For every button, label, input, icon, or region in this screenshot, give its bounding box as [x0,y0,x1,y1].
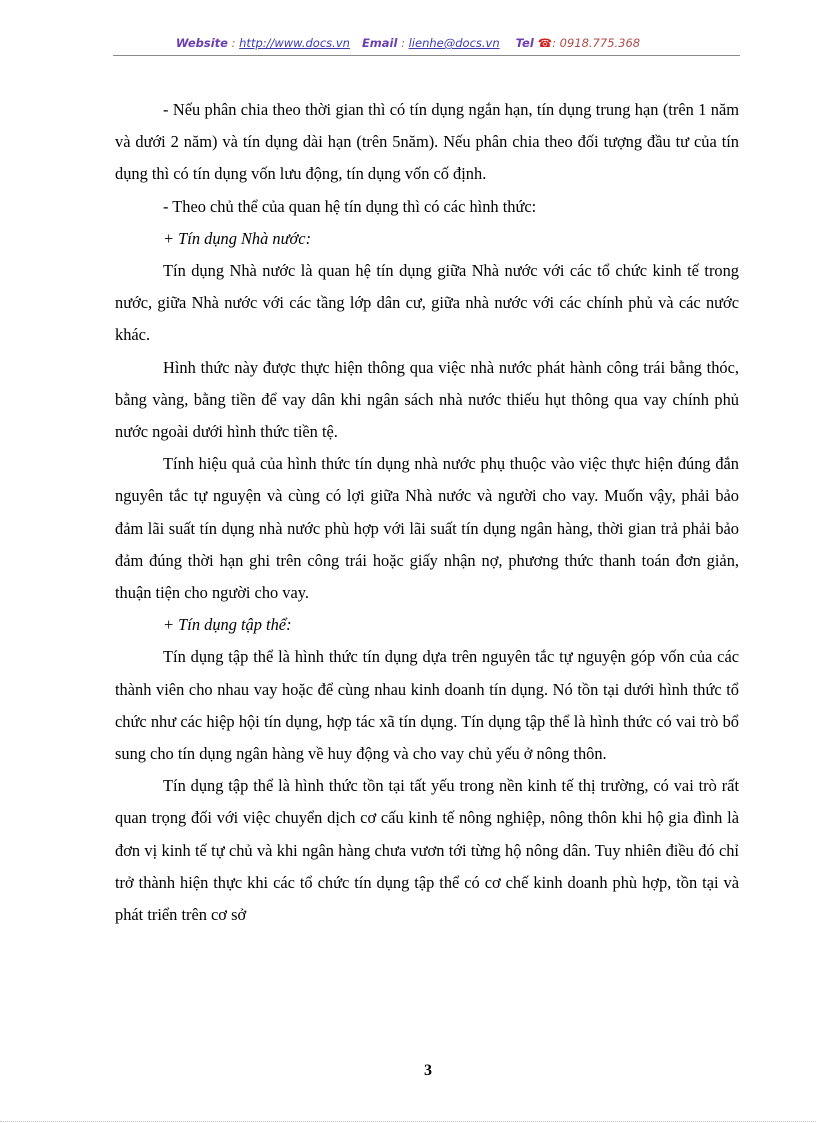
page-number: 3 [424,1062,432,1079]
subheading-state-credit: + Tín dụng Nhà nước: [163,228,312,248]
paragraph-classification-by-time: - Nếu phân chia theo thời gian thì có tín dụng ngắn hạn, tín dụng trung hạn (trên 1 năm và dưới 2 năm) và tín dụng dài hạn (trên 5năm). Nếu phân chia theo đối tượng đầu tư của tín dụng thì có tín dụng vốn lưu động, tín dụng vốn cố định. [115,100,739,184]
paragraph-collective-credit-role: Tín dụng tập thể là hình thức tồn tại tất yếu trong nền kinh tế thị trường, có vai trò rất quan trọng đối với việc chuyển dịch cơ cấu kinh tế nông nghiệp, nông thôn khi hộ gia đình là đơn vị kinh tế tự chủ và khi ngân hàng chưa vươn tới từng hộ nông dân. Tuy nhiên điều đó chỉ trở thành hiện thực khi các tổ chức tín dụng tập thể có cơ chế kinh doanh phù hợp, tồn tại và phát triển trên cơ sở [115,776,739,925]
paragraph-state-credit-efficiency: Tính hiệu quả của hình thức tín dụng nhà nước phụ thuộc vào việc thực hiện đúng đắn nguyên tắc tự nguyện và cùng có lợi giữa Nhà nước và người cho vay. Muốn vậy, phải bảo đảm lãi suất tín dụng nhà nước phù hợp với lãi suất tín dụng ngân hàng, thời gian trả phải bảo đảm đúng thời hạn ghi trên công trái hoặc giấy nhận nợ, phương thức thanh toán đơn giản, thuận tiện cho người cho vay. [115,454,739,603]
paragraph-by-subject: - Theo chủ thể của quan hệ tín dụng thì có các hình thức: [163,196,537,216]
email-separator: : [397,36,409,50]
page-bottom-border [0,1121,816,1122]
paragraph-state-credit-implementation: Hình thức này được thực hiện thông qua việc nhà nước phát hành công trái bằng thóc, bằng vàng, bằng tiền để vay dân khi ngân sách nhà nước thiếu hụt thông qua vay chính phủ nước ngoài dưới hình thức tiền tệ. [115,357,739,442]
email-label: Email [361,36,398,50]
header-divider [113,55,740,56]
phone-icon: ☎ [537,36,553,50]
website-separator: : [227,36,240,50]
website-label: Website [175,36,228,50]
email-link[interactable]: lienhe@docs.vn [408,36,500,50]
tel-label: Tel [515,36,534,50]
subheading-collective-credit: + Tín dụng tập thể: [163,615,292,635]
tel-value: : 0918.775.368 [552,36,641,50]
page-header [0,36,816,50]
document-body [115,94,739,931]
paragraph-collective-credit-definition: Tín dụng tập thể là hình thức tín dụng dựa trên nguyên tắc tự nguyện góp vốn của các thành viên cho nhau vay hoặc để cùng nhau kinh doanh tín dụng. Nó tồn tại dưới hình thức tổ chức như các hiệp hội tín dụng, hợp tác xã tín dụng. Tín dụng tập thể là hình thức có vai trò bổ sung cho tín dụng ngân hàng về huy động và cho vay chủ yếu ở nông thôn. [115,647,739,764]
website-link[interactable]: http://www.docs.vn [239,36,350,50]
paragraph-state-credit-definition: Tín dụng Nhà nước là quan hệ tín dụng giữa Nhà nước với các tổ chức kinh tế trong nước, giữa Nhà nước với các tầng lớp dân cư, giữa nhà nước với các chính phủ và các nước khác. [115,261,739,345]
